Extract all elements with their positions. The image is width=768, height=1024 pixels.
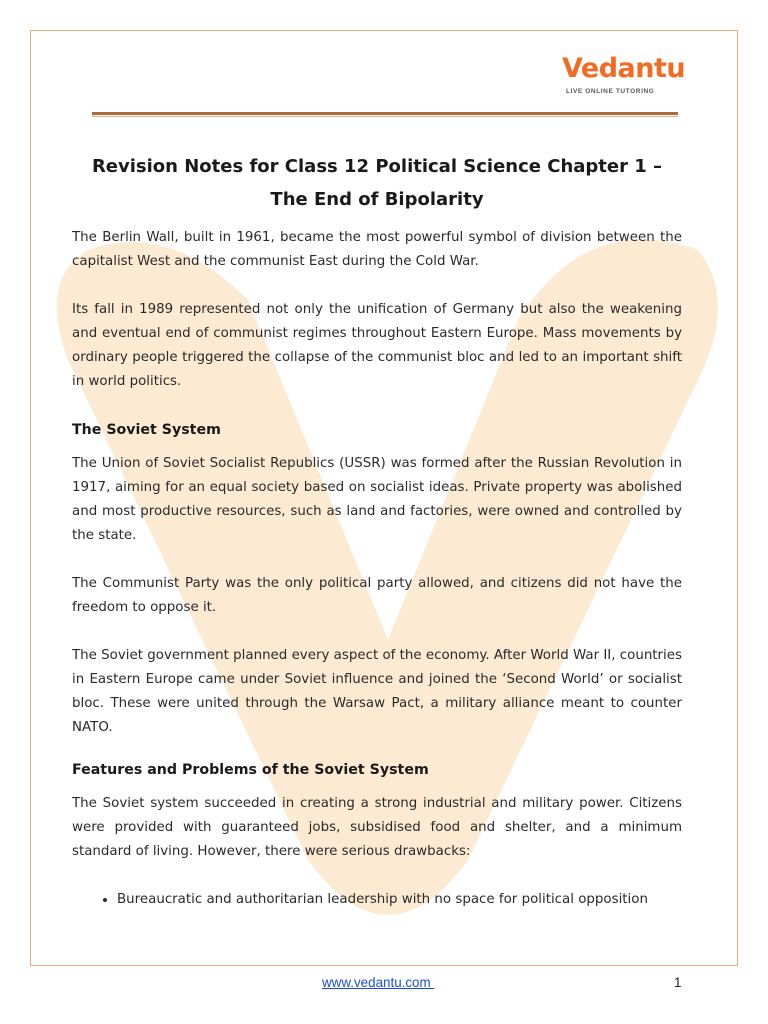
- list-item: • Bureaucratic and authoritarian leadership with no space for political opposition: [117, 888, 682, 912]
- header-divider: [92, 112, 678, 115]
- header-divider-thin: [92, 116, 678, 117]
- logo-wordmark: Vedantu: [562, 53, 686, 84]
- page-number: 1: [674, 975, 682, 990]
- section-heading-features-problems: Features and Problems of the Soviet System: [72, 762, 429, 778]
- page-title: Revision Notes for Class 12 Political Science Chapter 1 – The End of Bipolarity: [91, 156, 663, 210]
- soviet-system-paragraph-3: The Soviet government planned every aspect of the economy. After World War II, countries in Eastern Europe came under Soviet influence and joined the ‘Second World’ or socialist bloc. These were united through the Warsaw Pact, a military alliance meant to counter NATO.: [72, 648, 682, 735]
- features-paragraph-1: The Soviet system succeeded in creating a strong industrial and military power. Citizens were provided with guaranteed jobs, subsidised food and shelter, and a minimum standard of living. However, there were serious drawbacks:: [72, 796, 682, 859]
- intro-paragraph-2: Its fall in 1989 represented not only the unification of Germany but also the weakening and eventual end of communist regimes throughout Eastern Europe. Mass movements by ordinary people triggered the collapse of the communist bloc and led to an important shift in world politics.: [72, 302, 682, 389]
- intro-paragraph-1: The Berlin Wall, built in 1961, became the most powerful symbol of division between the capitalist West and the communist East during the Cold War.: [72, 230, 682, 269]
- footer-website-link[interactable]: www.vedantu.com: [322, 975, 435, 990]
- section-heading-soviet-system: The Soviet System: [72, 422, 221, 438]
- soviet-system-paragraph-2: The Communist Party was the only political party allowed, and citizens did not have the freedom to oppose it.: [72, 576, 682, 615]
- logo-tagline: LIVE ONLINE TUTORING: [566, 88, 655, 95]
- document-body: [72, 150, 682, 912]
- soviet-system-paragraph-1: The Union of Soviet Socialist Republics (USSR) was formed after the Russian Revolution in 1917, aiming for an equal society based on socialist ideas. Private property was abolished and most productive resources, such as land and factories, were owned and controlled by the state.: [72, 456, 682, 543]
- vedantu-logo: [562, 52, 686, 100]
- drawbacks-list: [72, 888, 682, 912]
